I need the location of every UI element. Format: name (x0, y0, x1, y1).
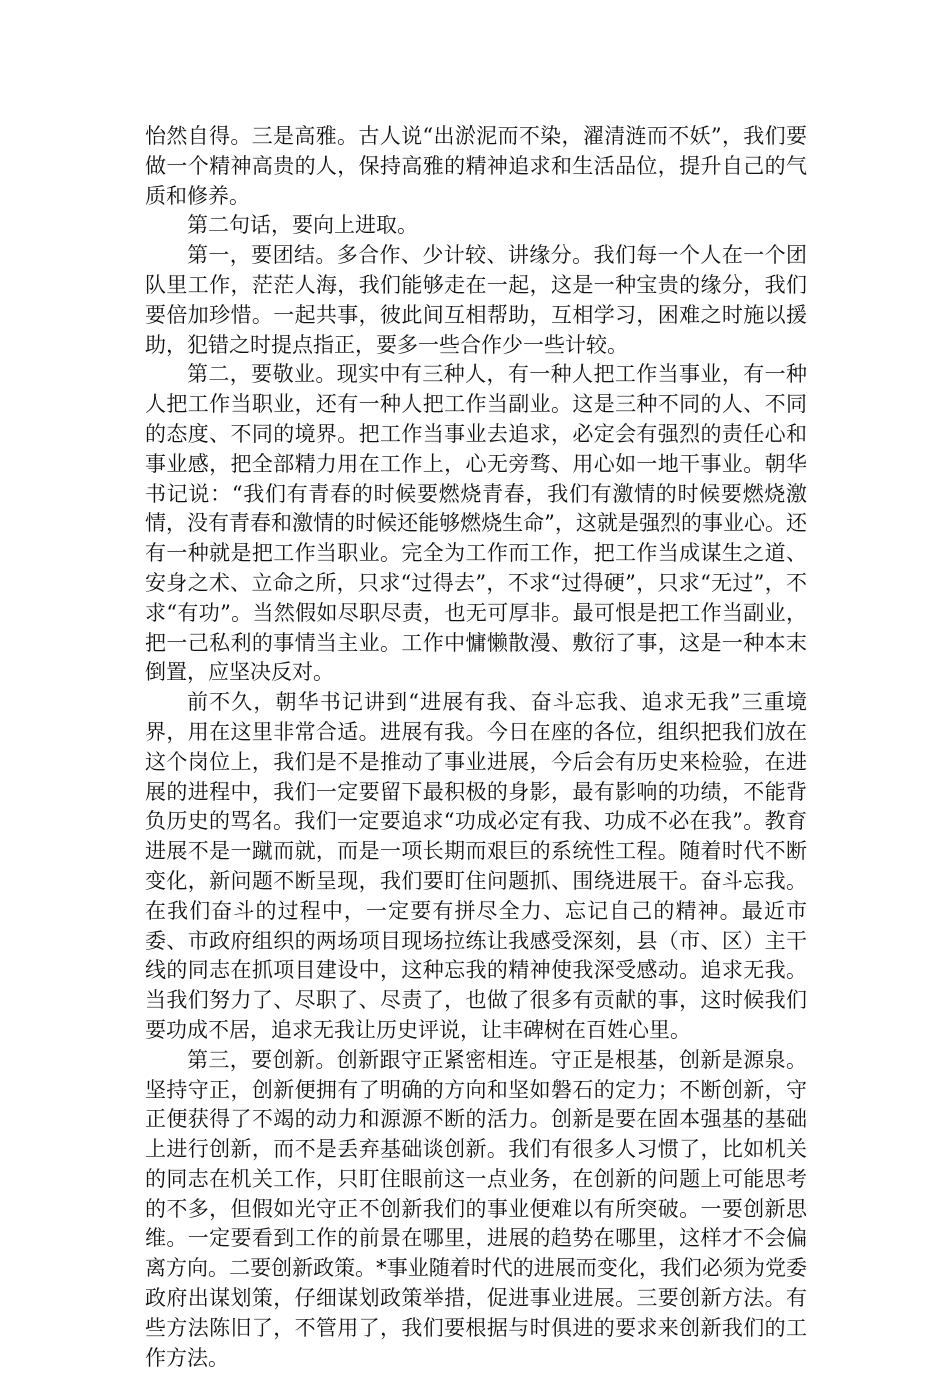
document-body (145, 122, 807, 1373)
paragraph-section-heading: 第二句话，要向上进取。 (187, 213, 418, 238)
paragraph-continuation: 怡然自得。三是高雅。古人说“出淤泥而不染，濯清涟而不妖”，我们要做一个精神高贵的人，保持高雅的精神追求和生活品位，提升自己的气质和修养。 (145, 124, 807, 208)
paragraph-innovation: 第三，要创新。创新跟守正紧密相连。守正是根基，创新是源泉。坚持守正，创新便拥有了明确的方向和坚如磐石的定力；不断创新，守正便获得了不竭的动力和源源不断的活力。创新是要在固本强基的基础上进行创新，而不是丢弃基础谈创新。我们有很多人习惯了，比如机关的同志在机关工作，只盯住眼前这一点业务，在创新的问题上可能思考的不多，但假如光守正不创新我们的事业便难以有所突破。一要创新思维。一定要看到工作的前景在哪里，进展的趋势在哪里，这样才不会偏离方向。二要创新政策。*事业随着时代的进展而变化，我们必须为党委政府出谋划策，仔细谋划政策举措，促进事业进展。三要创新方法。有些方法陈旧了，不管用了，我们要根据与时俱进的要求来创新我们的工作方法。 (145, 1047, 807, 1370)
paragraph-unity: 第一，要团结。多合作、少计较、讲缘分。我们每一个人在一个团队里工作，茫茫人海，我们能够走在一起，这是一种宝贵的缘分，我们要倍加珍惜。一起共事，彼此间互相帮助，互相学习，困难之时施以援助，犯错之时提点指正，要多一些合作少一些计较。 (145, 243, 807, 357)
paragraph-three-realms: 前不久，朝华书记讲到“进展有我、奋斗忘我、追求无我”三重境界，用在这里非常合适。进展有我。今日在座的各位，组织把我们放在这个岗位上，我们是不是推动了事业进展，今后会有历史来检验，在进展的进程中，我们一定要留下最积极的身影，最有影响的功绩，不能背负历史的骂名。我们一定要追求“功成必定有我、功成不必在我”。教育进展不是一蹴而就，而是一项长期而艰巨的系统性工程。随着时代不断变化，新问题不断呈现，我们要盯住问题抓、围绕进展干。奋斗忘我。在我们奋斗的过程中，一定要有拼尽全力、忘记自己的精神。最近市委、市政府组织的两场项目现场拉练让我感受深刻，县（市、区）主干线的同志在抓项目建设中，这种忘我的精神使我深受感动。追求无我。当我们努力了、尽职了、尽责了，也做了很多有贡献的事，这时候我们要功成不居，追求无我让历史评说，让丰碑树在百姓心里。 (145, 690, 807, 1042)
paragraph-dedication: 第二，要敬业。现实中有三种人，有一种人把工作当事业，有一种人把工作当职业，还有一种人把工作当副业。这是三种不同的人、不同的态度、不同的境界。把工作当事业去追求，必定会有强烈的责任心和事业感，把全部精力用在工作上，心无旁骛、用心如一地干事业。朝华书记说：“我们有青春的时候要燃烧青春，我们有激情的时候要燃烧激情，没有青春和激情的时候还能够燃烧生命”，这就是强烈的事业心。还有一种就是把工作当职业。完全为工作而工作，把工作当成谋生之道、安身之术、立命之所，只求“过得去”，不求“过得硬”，只求“无过”，不求“有功”。当然假如尽职尽责，也无可厚非。最可恨是把工作当副业，把一己私利的事情当主业。工作中慵懒散漫、敷衍了事，这是一种本末倒置，应坚决反对。 (145, 362, 807, 685)
